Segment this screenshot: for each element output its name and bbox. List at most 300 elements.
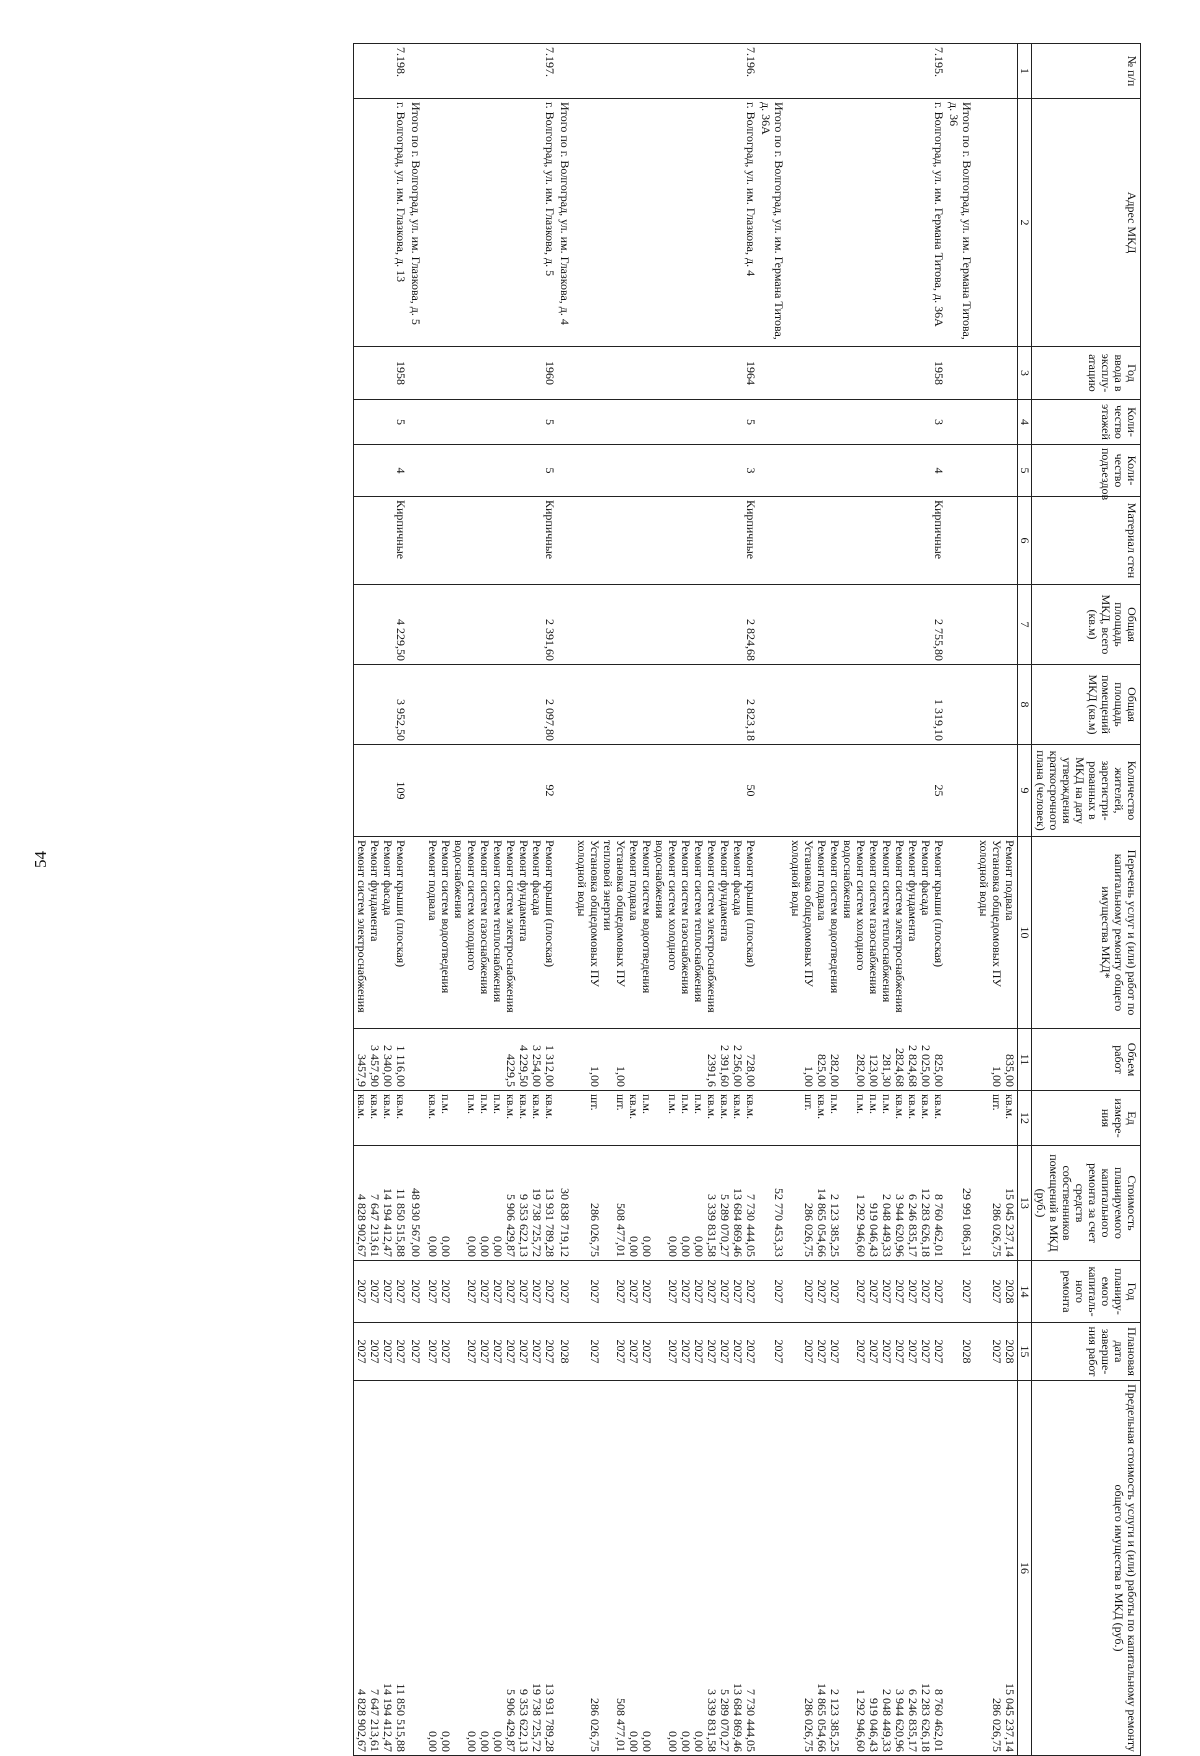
work-item: Ремонт крыши (плоская) [744, 839, 758, 967]
page-number: 54 [31, 851, 50, 868]
cost-value: 13 684 869,46 [731, 1187, 745, 1257]
empty-cell [758, 584, 788, 664]
repair-year: 2027 [718, 1279, 732, 1303]
colnum: 9 [1018, 744, 1032, 836]
empty-cell [946, 664, 976, 744]
repair-year: 2027 [530, 1279, 544, 1303]
empty-cell [408, 444, 425, 496]
work-item-cell [574, 836, 758, 1028]
year-built: 1960 [425, 346, 557, 399]
empty-cell [557, 399, 574, 444]
residents-count: 50 [574, 744, 758, 836]
colnum: 14 [1018, 1260, 1032, 1322]
work-item: Ремонт фундамента [718, 839, 732, 941]
limit-value: 12 283 626,18 [919, 1682, 933, 1752]
completion-date: 2027 [893, 1339, 907, 1363]
unit-value: п.м. [679, 1093, 693, 1114]
unit-value-cell [425, 1090, 557, 1145]
total-row [946, 43, 976, 1755]
header-no: № п/п [1032, 43, 1141, 98]
limit-value: 5 289 070,27 [718, 1688, 732, 1752]
unit-value: кв.м. [517, 1093, 531, 1119]
cost-value: 11 850 515,88 [394, 1187, 408, 1257]
empty-cell [408, 744, 425, 836]
repair-year: 2027 [828, 1279, 842, 1303]
work-item: Ремонт фундамента [368, 839, 382, 941]
repair-year: 2027 [692, 1279, 706, 1303]
completion-date: 2027 [517, 1339, 531, 1363]
limit-value: 2 123 385,25 [828, 1688, 842, 1752]
volume-value: 825,00 [932, 1053, 946, 1087]
header-entrances: Коли-чество подъездов [1032, 444, 1141, 496]
cost-value-cell [574, 1145, 758, 1260]
total-date: 2028 [946, 1322, 976, 1380]
volume-value: 1,00 [614, 1065, 628, 1087]
unit-value: п.м. [491, 1093, 505, 1114]
header-completion-date: Плановая дата заверше-ния работ [1032, 1322, 1141, 1380]
completion-date-cell [788, 1322, 946, 1380]
completion-date: 2027 [731, 1339, 745, 1363]
empty-cell [946, 744, 976, 836]
repair-year: 2027 [867, 1279, 881, 1303]
completion-date: 2027 [880, 1339, 894, 1363]
house-row [425, 43, 557, 1755]
limit-value: 1 292 946,60 [854, 1688, 868, 1752]
volume-value: 4 229,50 [517, 1044, 531, 1087]
limit-value-cell [354, 1380, 409, 1755]
completion-date: 2027 [666, 1339, 680, 1363]
completion-date: 2027 [932, 1339, 946, 1363]
unit-value: п.м. [880, 1093, 894, 1114]
volume-value [653, 1032, 679, 1087]
total-cost: 30 838 719,12 [557, 1145, 574, 1260]
empty-cell [408, 1090, 425, 1145]
volume-value [627, 1032, 640, 1087]
empty-cell [758, 444, 788, 496]
cost-value: 0,00 [465, 1235, 479, 1257]
unit-value: п.м. [666, 1093, 680, 1114]
limit-value: 5 906 429,87 [504, 1688, 518, 1752]
completion-date-cell [574, 1322, 758, 1380]
empty-cell [946, 1028, 976, 1090]
repair-year: 2027 [627, 1279, 641, 1303]
repair-year: 2027 [640, 1279, 654, 1303]
empty-cell [557, 346, 574, 399]
repair-year: 2027 [666, 1279, 680, 1303]
limit-value: 4 828 902,67 [355, 1688, 369, 1752]
table-body [354, 43, 1018, 1755]
unit-value: п.м. [828, 1093, 842, 1114]
colnum: 6 [1018, 496, 1032, 584]
limit-value: 0,00 [679, 1730, 693, 1752]
empty-cell [976, 98, 1018, 346]
work-item: Установка общедомовых ПУ тепловой энергии [601, 839, 628, 987]
work-item: Ремонт подвала [815, 839, 829, 921]
capital-repair-table [353, 43, 1141, 1756]
cost-value-cell [425, 1145, 557, 1260]
completion-date: 2027 [828, 1339, 842, 1363]
empty-cell [557, 1090, 574, 1145]
work-item: Ремонт систем холодного водоснабжения [452, 839, 479, 971]
work-item: Ремонт подвала [627, 839, 641, 921]
cost-value: 286 026,75 [588, 1202, 602, 1257]
unit-value: шт. [588, 1093, 602, 1111]
unit-value: кв.м. [627, 1093, 641, 1119]
colnum: 13 [1018, 1145, 1032, 1260]
cost-value: 12 283 626,18 [919, 1187, 933, 1257]
residents-count: 109 [354, 744, 409, 836]
repair-year: 2028 [1003, 1279, 1017, 1303]
row-number: 7.196. [574, 43, 758, 98]
limit-value: 15 045 237,14 [1003, 1682, 1017, 1752]
completion-date: 2027 [355, 1339, 369, 1363]
unit-value-cell [354, 1090, 409, 1145]
work-item: Ремонт крыши (плоская) [543, 839, 557, 967]
cost-value: 3 944 620,96 [893, 1193, 907, 1257]
cost-value-cell [976, 1145, 1018, 1260]
empty-cell [976, 496, 1018, 584]
unit-value: кв.м. [426, 1093, 440, 1119]
cost-value: 14 865 054,66 [815, 1187, 829, 1257]
unit-value: кв.м. [504, 1093, 518, 1119]
volume-value [491, 1032, 504, 1087]
cost-value: 7 647 213,61 [368, 1193, 382, 1257]
total-row [758, 43, 788, 1755]
work-item: Ремонт фасада [381, 839, 395, 915]
volume-value: 835,00 [1003, 1053, 1017, 1087]
empty-cell [976, 399, 1018, 444]
completion-date: 2027 [919, 1339, 933, 1363]
header-floors: Коли-чество этажей [1032, 399, 1141, 444]
empty-cell [946, 444, 976, 496]
volume-value: 2824,68 [893, 1047, 907, 1087]
volume-value-cell [976, 1028, 1018, 1090]
volume-value: 1 312,00 [543, 1044, 557, 1087]
volume-value: 4229,5 [504, 1053, 518, 1087]
completion-date: 2027 [530, 1339, 544, 1363]
total-no [557, 43, 574, 98]
completion-date: 2027 [627, 1339, 641, 1363]
work-item: Ремонт систем водоотведения [828, 839, 842, 993]
completion-date: 2028 [1003, 1339, 1017, 1363]
completion-date: 2027 [802, 1339, 816, 1363]
unit-value: кв.м. [731, 1093, 745, 1119]
volume-value: 282,00 [828, 1053, 842, 1087]
header-works: Перечень услуг и (или) работ по капитальному ремонту общего имущества МКД* [1032, 836, 1141, 1028]
limit-value: 13 931 789,28 [543, 1682, 557, 1752]
unit-value-cell [574, 1090, 758, 1145]
empty-cell [408, 584, 425, 664]
repair-year: 2027 [932, 1279, 946, 1303]
repair-year: 2027 [368, 1279, 382, 1303]
volume-value: 825,00 [815, 1053, 829, 1087]
empty-cell [976, 43, 1018, 98]
repair-year: 2027 [731, 1279, 745, 1303]
floor-count: 5 [425, 399, 557, 444]
colnum: 10 [1018, 836, 1032, 1028]
cost-value: 286 026,75 [990, 1202, 1004, 1257]
completion-date: 2027 [906, 1339, 920, 1363]
volume-value-cell [574, 1028, 758, 1090]
limit-value: 9 353 622,13 [517, 1688, 531, 1752]
cost-value: 15 045 237,14 [1003, 1187, 1017, 1257]
volume-value: 2 256,00 [731, 1044, 745, 1087]
cost-value: 0,00 [679, 1235, 693, 1257]
work-item: Ремонт систем газоснабжения [867, 839, 881, 994]
empty-cell [408, 1028, 425, 1090]
work-item: Ремонт систем теплоснабжения [880, 839, 894, 1002]
header-row [1032, 43, 1141, 1755]
completion-date: 2027 [990, 1339, 1004, 1363]
unit-value-cell [788, 1090, 946, 1145]
header-unit: Ед измере-ния [1032, 1090, 1141, 1145]
total-limit [946, 1380, 976, 1755]
unit-value: п.м. [640, 1093, 654, 1114]
residents-count: 92 [425, 744, 557, 836]
unit-value: кв.м. [543, 1093, 557, 1119]
empty-cell [946, 836, 976, 1028]
completion-date: 2027 [679, 1339, 693, 1363]
column-number-row [1018, 43, 1032, 1755]
empty-cell [557, 664, 574, 744]
volume-value [679, 1032, 692, 1087]
cost-value: 0,00 [627, 1235, 641, 1257]
unit-value: кв.м. [394, 1093, 408, 1119]
volume-value: 3 457,90 [368, 1044, 382, 1087]
volume-value: 123,00 [867, 1053, 881, 1087]
total-limit [408, 1380, 425, 1755]
work-item: Ремонт систем газоснабжения [478, 839, 492, 994]
limit-value: 0,00 [465, 1730, 479, 1752]
volume-value: 1,00 [802, 1065, 816, 1087]
work-item: Ремонт систем газоснабжения [679, 839, 693, 994]
limit-value-cell [425, 1380, 557, 1755]
volume-value [452, 1032, 478, 1087]
limit-value: 0,00 [640, 1730, 654, 1752]
empty-cell [946, 346, 976, 399]
volume-value [640, 1032, 653, 1087]
limit-value: 3 339 831,58 [705, 1688, 719, 1752]
year-built: 1958 [354, 346, 409, 399]
residents-count: 25 [788, 744, 946, 836]
empty-cell [976, 584, 1018, 664]
unit-value: п.м. [439, 1093, 453, 1114]
total-date: 2027 [758, 1322, 788, 1380]
volume-value-cell [425, 1028, 557, 1090]
colnum: 2 [1018, 98, 1032, 346]
header-volume: Объем работ [1032, 1028, 1141, 1090]
completion-date: 2027 [815, 1339, 829, 1363]
work-item: Ремонт систем водоотведения [640, 839, 654, 993]
repair-year-cell [354, 1260, 409, 1322]
header-area-total: Общая площадь МКД, всего (кв.м) [1032, 584, 1141, 664]
repair-year: 2027 [491, 1279, 505, 1303]
volume-value: 282,00 [854, 1053, 868, 1087]
repair-year: 2027 [893, 1279, 907, 1303]
repair-year: 2027 [906, 1279, 920, 1303]
cost-value: 14 194 412,47 [381, 1187, 395, 1257]
entrance-count: 4 [354, 444, 409, 496]
limit-value: 6 246 835,17 [906, 1688, 920, 1752]
unit-value: кв.м. [815, 1093, 829, 1119]
work-item: Ремонт фасада [530, 839, 544, 915]
cost-value: 5 906 429,87 [504, 1193, 518, 1257]
empty-cell [976, 346, 1018, 399]
cost-value: 0,00 [426, 1235, 440, 1257]
colnum: 4 [1018, 399, 1032, 444]
limit-value: 7 647 213,61 [368, 1688, 382, 1752]
floor-count: 3 [788, 399, 946, 444]
work-item-cell [788, 836, 946, 1028]
house-address: г. Волгоград, ул. им. Глазкова, д. 4 [574, 98, 758, 346]
colnum: 8 [1018, 664, 1032, 744]
volume-value-cell [788, 1028, 946, 1090]
repair-year-cell [574, 1260, 758, 1322]
total-label: Итого по г. Волгоград, ул. им. Германа Титова, д. 36 [946, 98, 976, 346]
cost-value: 0,00 [692, 1235, 706, 1257]
limit-value-cell [574, 1380, 758, 1755]
work-item-cell [425, 836, 557, 1028]
repair-year: 2027 [744, 1279, 758, 1303]
total-limit [557, 1380, 574, 1755]
completion-date: 2027 [867, 1339, 881, 1363]
unit-value: кв.м. [906, 1093, 920, 1119]
cost-value: 2 048 449,33 [880, 1193, 894, 1257]
empty-cell [946, 584, 976, 664]
work-item: Ремонт систем холодного водоснабжения [841, 839, 868, 971]
repair-year: 2027 [802, 1279, 816, 1303]
unit-value: п.м. [867, 1093, 881, 1114]
empty-cell [408, 399, 425, 444]
empty-cell [758, 664, 788, 744]
unit-value: кв.м. [1003, 1093, 1017, 1119]
total-year: 2027 [758, 1260, 788, 1322]
work-item: Ремонт систем теплоснабжения [692, 839, 706, 1002]
volume-value: 2391,6 [705, 1053, 719, 1087]
repair-year-cell [788, 1260, 946, 1322]
house-row [574, 43, 758, 1755]
colnum: 15 [1018, 1322, 1032, 1380]
unit-value: кв.м. [893, 1093, 907, 1119]
unit-value: шт. [802, 1093, 816, 1111]
completion-date-cell [425, 1322, 557, 1380]
repair-year: 2027 [504, 1279, 518, 1303]
unit-value-cell [976, 1090, 1018, 1145]
empty-cell [557, 496, 574, 584]
unit-value: кв.м. [744, 1093, 758, 1119]
total-no [408, 43, 425, 98]
work-item: Ремонт систем водоотведения [439, 839, 453, 993]
header-cost: Стоимость планируемого капитального ремонта за счет средств собственников помещений в МКД (руб.) [1032, 1145, 1141, 1260]
volume-value: 281,30 [880, 1053, 894, 1087]
entrance-count: 3 [574, 444, 758, 496]
repair-year: 2027 [854, 1279, 868, 1303]
empty-cell [976, 744, 1018, 836]
work-item: Ремонт фасада [731, 839, 745, 915]
limit-value: 508 477,01 [614, 1697, 628, 1752]
row-number: 7.197. [425, 43, 557, 98]
cost-value: 2 123 385,25 [828, 1193, 842, 1257]
limit-value: 0,00 [439, 1730, 453, 1752]
area-total: 2 824,68 [574, 584, 758, 664]
colnum: 12 [1018, 1090, 1032, 1145]
unit-value: кв.м. [919, 1093, 933, 1119]
limit-value: 0,00 [478, 1730, 492, 1752]
volume-value: 2 025,00 [919, 1044, 933, 1087]
cost-value: 0,00 [640, 1235, 654, 1257]
cost-value: 286 026,75 [802, 1202, 816, 1257]
empty-cell [557, 836, 574, 1028]
unit-value: п.м. [854, 1093, 868, 1114]
cost-value: 9 353 622,13 [517, 1193, 531, 1257]
empty-cell [408, 496, 425, 584]
volume-value [426, 1032, 439, 1087]
colnum: 1 [1018, 43, 1032, 98]
house-row [354, 43, 409, 1755]
repair-year-cell [425, 1260, 557, 1322]
total-row [557, 43, 574, 1755]
repair-year: 2027 [990, 1279, 1004, 1303]
limit-value: 8 760 462,01 [932, 1688, 946, 1752]
volume-value-cell [354, 1028, 409, 1090]
area-rooms: 2 097,80 [425, 664, 557, 744]
empty-cell [758, 496, 788, 584]
repair-year: 2027 [543, 1279, 557, 1303]
work-item: Ремонт фундамента [517, 839, 531, 941]
limit-value: 0,00 [491, 1730, 505, 1752]
limit-value: 286 026,75 [802, 1697, 816, 1752]
colnum: 11 [1018, 1028, 1032, 1090]
completion-date: 2027 [854, 1339, 868, 1363]
volume-value: 1,00 [588, 1065, 602, 1087]
total-date: 2027 [408, 1322, 425, 1380]
repair-year: 2027 [880, 1279, 894, 1303]
empty-cell [758, 744, 788, 836]
unit-value: кв.м. [705, 1093, 719, 1119]
unit-value: п.м. [478, 1093, 492, 1114]
house-row [788, 43, 946, 1755]
limit-value-cell [788, 1380, 946, 1755]
work-item-cell [354, 836, 409, 1028]
cost-value: 8 760 462,01 [932, 1193, 946, 1257]
completion-date: 2027 [504, 1339, 518, 1363]
volume-value [692, 1032, 705, 1087]
work-item: Ремонт систем электроснабжения [504, 839, 518, 1013]
total-limit [758, 1380, 788, 1755]
header-area-rooms: Общая площадь помещений МКД (кв.м) [1032, 664, 1141, 744]
limit-value-cell [976, 1380, 1018, 1755]
empty-cell [408, 664, 425, 744]
total-label: Итого по г. Волгоград, ул. им. Глазкова, д. 5 [408, 98, 425, 346]
completion-date: 2027 [588, 1339, 602, 1363]
empty-cell [758, 1090, 788, 1145]
wall-material: Кирпичные [574, 496, 758, 584]
repair-year: 2027 [439, 1279, 453, 1303]
wall-material: Кирпичные [354, 496, 409, 584]
empty-cell [557, 1028, 574, 1090]
empty-cell [946, 399, 976, 444]
total-no [758, 43, 788, 98]
cost-value: 1 292 946,60 [854, 1193, 868, 1257]
repair-year: 2027 [478, 1279, 492, 1303]
repair-year: 2027 [394, 1279, 408, 1303]
repair-year: 2027 [355, 1279, 369, 1303]
year-built: 1964 [574, 346, 758, 399]
total-date: 2028 [557, 1322, 574, 1380]
unit-value: кв.м. [718, 1093, 732, 1119]
completion-date-cell [354, 1322, 409, 1380]
cost-value: 3 339 831,58 [705, 1193, 719, 1257]
